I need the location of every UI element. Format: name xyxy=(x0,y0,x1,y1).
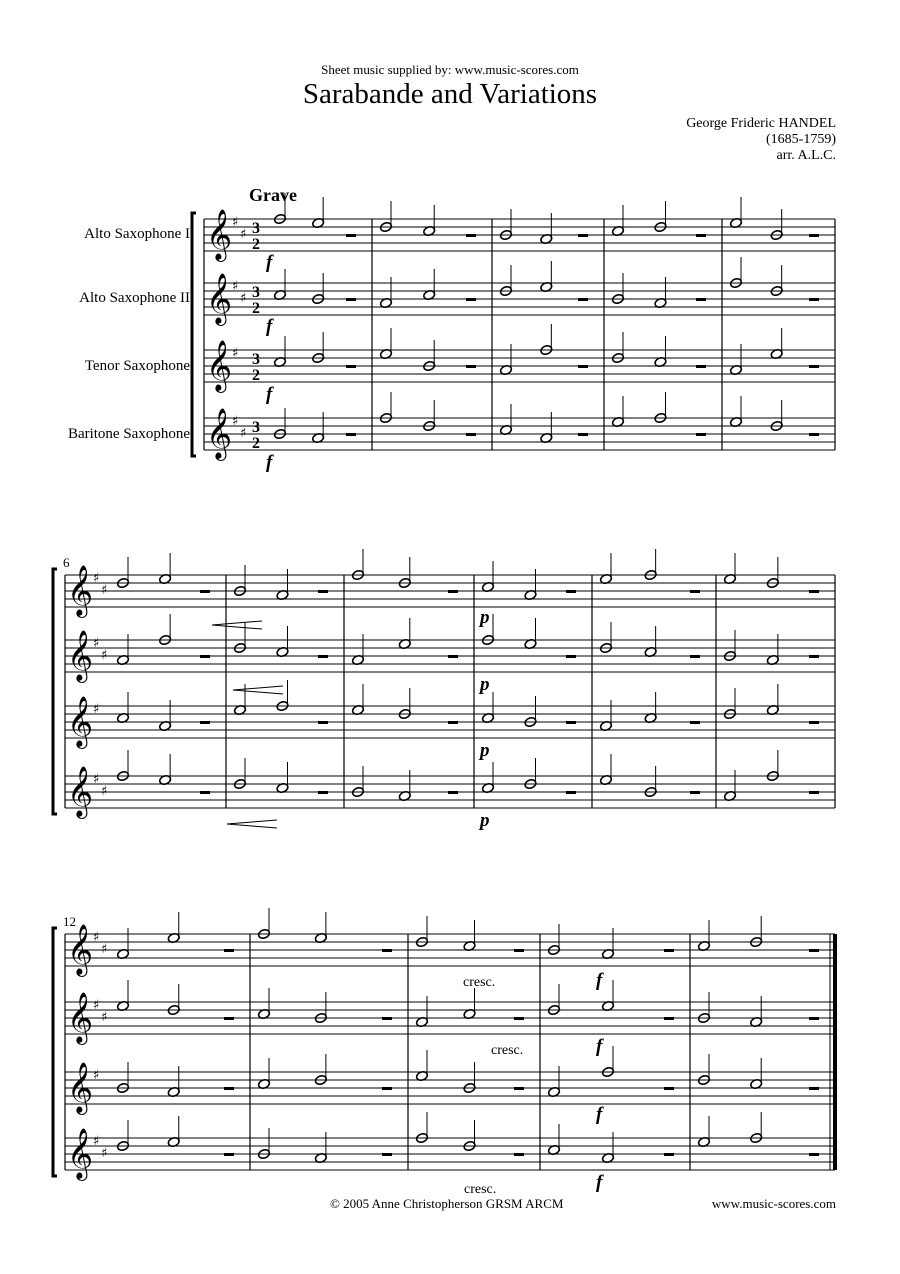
crescendo-hairpin xyxy=(233,686,283,694)
half-rest xyxy=(200,791,210,794)
tempo-marking: Grave xyxy=(249,185,297,205)
treble-clef-icon: 𝄞 xyxy=(67,1062,94,1113)
half-rest xyxy=(466,433,476,436)
dynamic-marking: f xyxy=(266,452,273,473)
half-rest xyxy=(514,949,524,952)
half-rest xyxy=(578,234,588,237)
sharp-icon: ♯ xyxy=(101,784,108,799)
instrument-label-baritone: Baritone Saxophone xyxy=(67,426,190,442)
half-rest xyxy=(318,721,328,724)
half-rest xyxy=(382,1087,392,1090)
sharp-icon: ♯ xyxy=(240,227,247,242)
sharp-icon: ♯ xyxy=(93,702,100,717)
treble-clef-icon: 𝄞 xyxy=(67,924,94,975)
system-bracket xyxy=(192,213,196,456)
half-rest xyxy=(578,365,588,368)
dynamic-marking: f xyxy=(266,384,273,405)
dynamic-marking: f xyxy=(266,252,273,273)
half-rest xyxy=(696,365,706,368)
sharp-icon: ♯ xyxy=(232,346,239,361)
half-rest xyxy=(224,1153,234,1156)
half-rest xyxy=(318,655,328,658)
half-rest xyxy=(466,298,476,301)
treble-clef-icon: 𝄞 xyxy=(67,766,94,817)
copyright-notice: © 2005 Anne Christopherson GRSM ARCM xyxy=(330,1196,564,1211)
half-rest xyxy=(382,1017,392,1020)
sharp-icon: ♯ xyxy=(101,1146,108,1161)
measure-number: 12 xyxy=(63,914,76,929)
time-signature-numerator: 3 xyxy=(252,220,260,237)
half-rest xyxy=(690,655,700,658)
half-rest xyxy=(346,298,356,301)
half-rest xyxy=(696,433,706,436)
crescendo-hairpin xyxy=(212,621,262,629)
treble-clef-icon: 𝄞 xyxy=(206,209,233,260)
dynamic-marking: f xyxy=(596,1172,603,1193)
crescendo-hairpin xyxy=(227,820,277,828)
half-rest xyxy=(346,365,356,368)
sharp-icon: ♯ xyxy=(93,1134,100,1149)
system-bracket xyxy=(53,569,57,814)
sharp-icon: ♯ xyxy=(240,291,247,306)
half-rest xyxy=(809,234,819,237)
half-rest xyxy=(809,590,819,593)
half-rest xyxy=(566,721,576,724)
half-rest xyxy=(448,791,458,794)
half-rest xyxy=(809,1087,819,1090)
composer-dates: (1685-1759) xyxy=(766,132,836,147)
arranger-credit: arr. A.L.C. xyxy=(776,148,836,163)
half-rest xyxy=(466,234,476,237)
half-rest xyxy=(809,949,819,952)
time-signature-numerator: 3 xyxy=(252,351,260,368)
treble-clef-icon: 𝄞 xyxy=(206,340,233,391)
crescendo-marking: cresc. xyxy=(464,1182,497,1197)
half-rest xyxy=(514,1087,524,1090)
sharp-icon: ♯ xyxy=(232,215,239,230)
piece-title: Sarabande and Variations xyxy=(302,78,598,110)
half-rest xyxy=(566,590,576,593)
sharp-icon: ♯ xyxy=(93,772,100,787)
time-signature-denominator: 2 xyxy=(252,435,260,452)
half-rest xyxy=(809,791,819,794)
half-rest xyxy=(809,1017,819,1020)
half-rest xyxy=(664,1153,674,1156)
half-rest xyxy=(346,234,356,237)
half-rest xyxy=(578,298,588,301)
half-rest xyxy=(696,234,706,237)
time-signature-numerator: 3 xyxy=(252,284,260,301)
treble-clef-icon: 𝄞 xyxy=(67,630,94,681)
half-rest xyxy=(448,655,458,658)
treble-clef-icon: 𝄞 xyxy=(67,696,94,747)
sharp-icon: ♯ xyxy=(232,279,239,294)
half-rest xyxy=(578,433,588,436)
half-rest xyxy=(224,1017,234,1020)
half-rest xyxy=(690,590,700,593)
sharp-icon: ♯ xyxy=(232,414,239,429)
half-rest xyxy=(382,1153,392,1156)
measure-number: 6 xyxy=(63,555,70,570)
half-rest xyxy=(809,365,819,368)
dynamic-marking: f xyxy=(266,316,273,337)
half-rest xyxy=(318,590,328,593)
half-rest xyxy=(809,721,819,724)
half-rest xyxy=(809,655,819,658)
crescendo-marking: cresc. xyxy=(491,1043,524,1058)
instrument-label-alto-1: Alto Saxophone I xyxy=(84,226,190,242)
half-rest xyxy=(566,655,576,658)
half-rest xyxy=(809,298,819,301)
dynamic-marking: f xyxy=(596,1104,603,1125)
time-signature-numerator: 3 xyxy=(252,419,260,436)
half-rest xyxy=(664,949,674,952)
treble-clef-icon: 𝄞 xyxy=(206,273,233,324)
treble-clef-icon: 𝄞 xyxy=(206,408,233,459)
half-rest xyxy=(690,791,700,794)
treble-clef-icon: 𝄞 xyxy=(67,565,94,616)
sharp-icon: ♯ xyxy=(101,583,108,598)
dynamic-marking: f xyxy=(596,970,603,991)
half-rest xyxy=(224,1087,234,1090)
sharp-icon: ♯ xyxy=(93,571,100,586)
dynamic-marking: p xyxy=(480,810,490,831)
sharp-icon: ♯ xyxy=(101,942,108,957)
time-signature-denominator: 2 xyxy=(252,300,260,317)
half-rest xyxy=(200,590,210,593)
sharp-icon: ♯ xyxy=(93,998,100,1013)
sharp-icon: ♯ xyxy=(93,930,100,945)
half-rest xyxy=(809,1153,819,1156)
sharp-icon: ♯ xyxy=(101,1010,108,1025)
supplier-credit: Sheet music supplied by: www.music-scores.com xyxy=(321,62,579,77)
half-rest xyxy=(514,1017,524,1020)
instrument-label-tenor: Tenor Saxophone xyxy=(84,358,190,374)
footer-website: www.music-scores.com xyxy=(711,1196,836,1211)
half-rest xyxy=(466,365,476,368)
dynamic-marking: p xyxy=(480,607,490,628)
half-rest xyxy=(664,1017,674,1020)
half-rest xyxy=(566,791,576,794)
time-signature-denominator: 2 xyxy=(252,236,260,253)
half-rest xyxy=(318,791,328,794)
half-rest xyxy=(448,721,458,724)
half-rest xyxy=(200,655,210,658)
half-rest xyxy=(664,1087,674,1090)
half-rest xyxy=(514,1153,524,1156)
sharp-icon: ♯ xyxy=(93,636,100,651)
half-rest xyxy=(448,590,458,593)
half-rest xyxy=(690,721,700,724)
half-rest xyxy=(224,949,234,952)
half-rest xyxy=(382,949,392,952)
dynamic-marking: p xyxy=(480,740,490,761)
instrument-label-alto-2: Alto Saxophone II xyxy=(79,290,190,306)
treble-clef-icon: 𝄞 xyxy=(67,1128,94,1179)
half-rest xyxy=(809,433,819,436)
dynamic-marking: p xyxy=(480,674,490,695)
sharp-icon: ♯ xyxy=(93,1068,100,1083)
crescendo-marking: cresc. xyxy=(463,975,496,990)
half-rest xyxy=(200,721,210,724)
sharp-icon: ♯ xyxy=(240,426,247,441)
dynamic-marking: f xyxy=(596,1036,603,1057)
sharp-icon: ♯ xyxy=(101,648,108,663)
system-bracket xyxy=(53,928,57,1176)
composer-name: George Frideric HANDEL xyxy=(686,116,836,131)
half-rest xyxy=(346,433,356,436)
half-rest xyxy=(696,298,706,301)
treble-clef-icon: 𝄞 xyxy=(67,992,94,1043)
time-signature-denominator: 2 xyxy=(252,367,260,384)
